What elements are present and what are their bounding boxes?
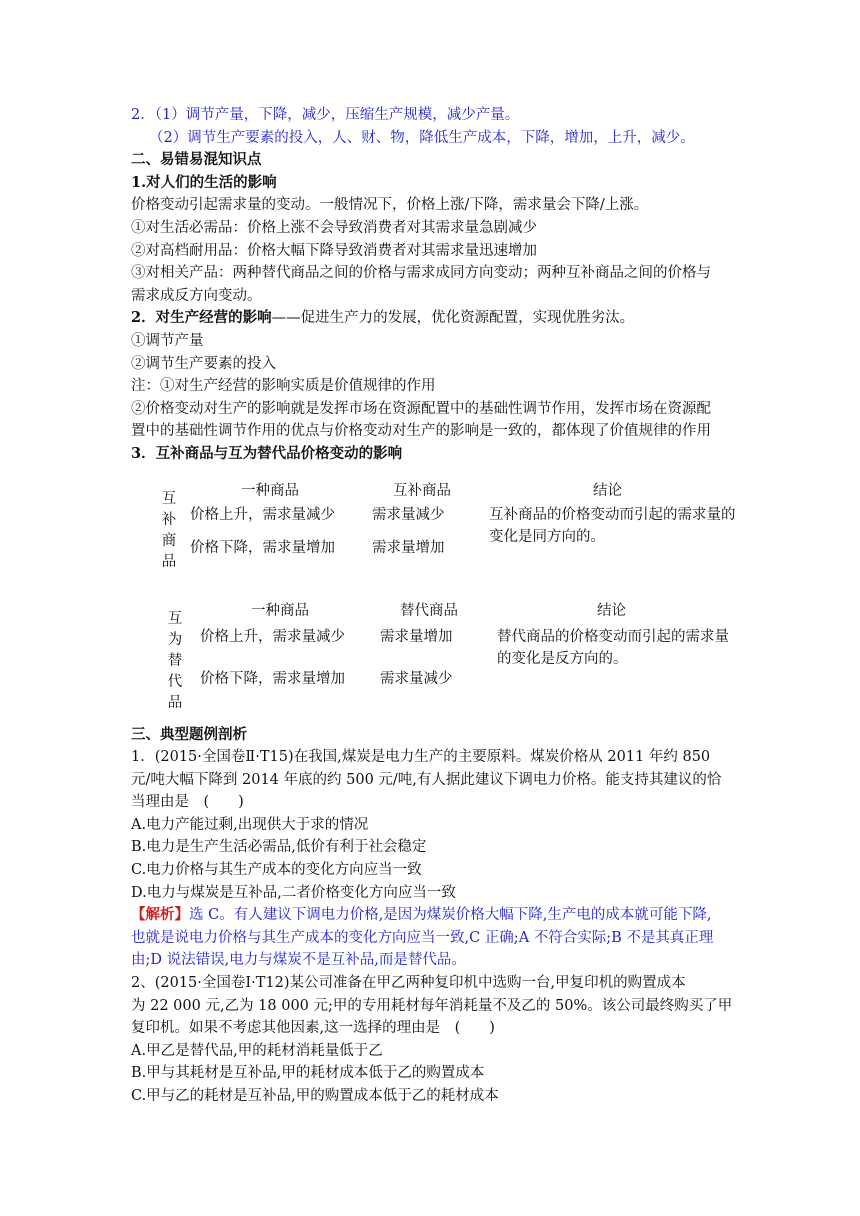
question-1: 1．(2015·全国卷Ⅱ·T15)在我国,煤炭是电力生产的主要原料。煤炭价格从 2011 年约 850 [131,749,711,766]
table-cell: 价格下降，需求量增加 [200,670,345,687]
option-c: C.甲与乙的耗材是互补品,甲的购置成本低于乙的耗材成本 [131,1088,499,1104]
table-conclusion: 互补商品的价格变动而引起的需求量的变化是同方向的。 [489,506,736,545]
paragraph: ③对相关产品：两种替代商品之间的价格与需求成同方向变动；两种互补商品之间的价格与 [131,265,711,282]
heading-production-impact [131,307,731,330]
paragraph: ①调节产量 [131,332,204,349]
document-content [131,104,736,1108]
paragraph: 置中的基础性调节作用的优点与价格变动对生产的影响是一致的，都体现了价值规律的作用 [131,423,711,440]
paragraph: ②对高档耐用品：价格大幅下降导致消费者对其需求量迅速增加 [131,242,537,259]
substitute-label: 互为替代品 [167,610,183,711]
heading-complement-substitute: 3．互补商品与互为替代品价格变动的影响 [131,444,403,462]
paragraph: ②价格变动对生产的影响就是发挥市场在资源配置中的基础性调节作用，发挥市场在资源配 [131,400,711,417]
option-b: B.电力是生产生活必需品,低价有利于社会稳定 [131,839,427,856]
analysis: 由;D 说法错误,电力与煤炭不是互补品,而是替代品。 [131,952,466,969]
table-cell: 价格上升，需求量减少 [200,628,345,645]
analysis [131,904,731,927]
option-c: C.电力价格与其生产成本的变化方向应当一致 [131,862,422,879]
table-cell: 价格下降，需求量增加 [190,539,335,556]
question-2: 复印机。如果不考虑其他因素,这一选择的理由是 ( ) [131,1020,495,1037]
answer-line-1: 2．（1）调节产量，下降，减少，压缩生产规模，减少产量。 [131,107,520,123]
option-a: A.电力产能过剩,出现供大于求的情况 [131,816,369,833]
option-b: B.甲与其耗材是互补品,甲的耗材成本低于乙的购置成本 [131,1065,485,1082]
table-header: 结论 [593,482,622,499]
heading-bold-part: 2．对生产经营的影响 [131,309,272,327]
paragraph: 价格变动引起需求量的变动。一般情况下，价格上涨/下降，需求量会下降/上涨。 [131,197,649,214]
paragraph: 需求成反方向变动。 [131,287,262,304]
table-cell: 需求量减少 [372,506,445,523]
analysis: 也就是说电力价格与其生产成本的变化方向应当一致,C 正确;A 不符合实际;B 不是其真正理 [131,929,714,946]
section-3-title: 三、典型题例剖析 [131,725,247,743]
table-header: 替代商品 [400,602,458,619]
analysis-text: 选 C。有人建议下调电力价格,是因为煤炭价格大幅下降,生产电的成本就可能下降, [189,907,712,924]
substitute-table [131,602,731,724]
paragraph: ①对生活必需品：价格上涨不会导致消费者对其需求量急剧减少 [131,219,537,236]
complement-label: 互补商品 [161,490,177,570]
answer-line-2: （2）调节生产要素的投入，人、财、物，降低生产成本，下降，增加，上升，减少。 [149,129,695,146]
question-2: 2、(2015·全国卷Ⅰ·T12)某公司准备在甲乙两种复印机中选购一台,甲复印机的购置成本 [131,975,686,992]
table-header: 结论 [597,602,626,619]
table-cell: 需求量增加 [380,628,453,645]
section-2-title: 二、易错易混知识点 [131,151,262,169]
question-2: 为 22 000 元,乙为 18 000 元;甲的专用耗材每年消耗量不及乙的 50%。该公司最终购买了甲 [131,997,733,1014]
table-cell: 需求量增加 [372,539,445,556]
heading-rest-part: ——促进生产力的发展，优化资源配置，实现优胜劣汰。 [271,310,635,327]
table-cell: 需求量减少 [380,670,453,687]
question-1: 当理由是 ( ) [131,794,244,811]
table-header: 一种商品 [241,482,299,499]
question-1: 元/吨大幅下降到 2014 年底的约 500 元/吨,有人据此建议下调电力价格。能支持其建议的恰 [131,771,722,788]
option-d: D.电力与煤炭是互补品,二者价格变化方向应当一致 [131,884,456,901]
complement-table [131,482,736,592]
table-conclusion: 替代商品的价格变动而引起的需求量的变化是反方向的。 [497,628,729,667]
table-header: 一种商品 [251,602,309,619]
option-a: A.甲乙是替代品,甲的耗材消耗量低于乙 [131,1042,383,1059]
heading-life-impact: 1.对人们的生活的影响 [131,173,277,191]
paragraph: ②调节生产要素的投入 [131,355,276,372]
paragraph: 注：①对生产经营的影响实质是价值规律的作用 [131,378,436,395]
analysis-tag: 【解析】 [131,906,189,924]
table-header: 互补商品 [393,482,451,499]
table-cell: 价格上升，需求量减少 [190,506,335,523]
